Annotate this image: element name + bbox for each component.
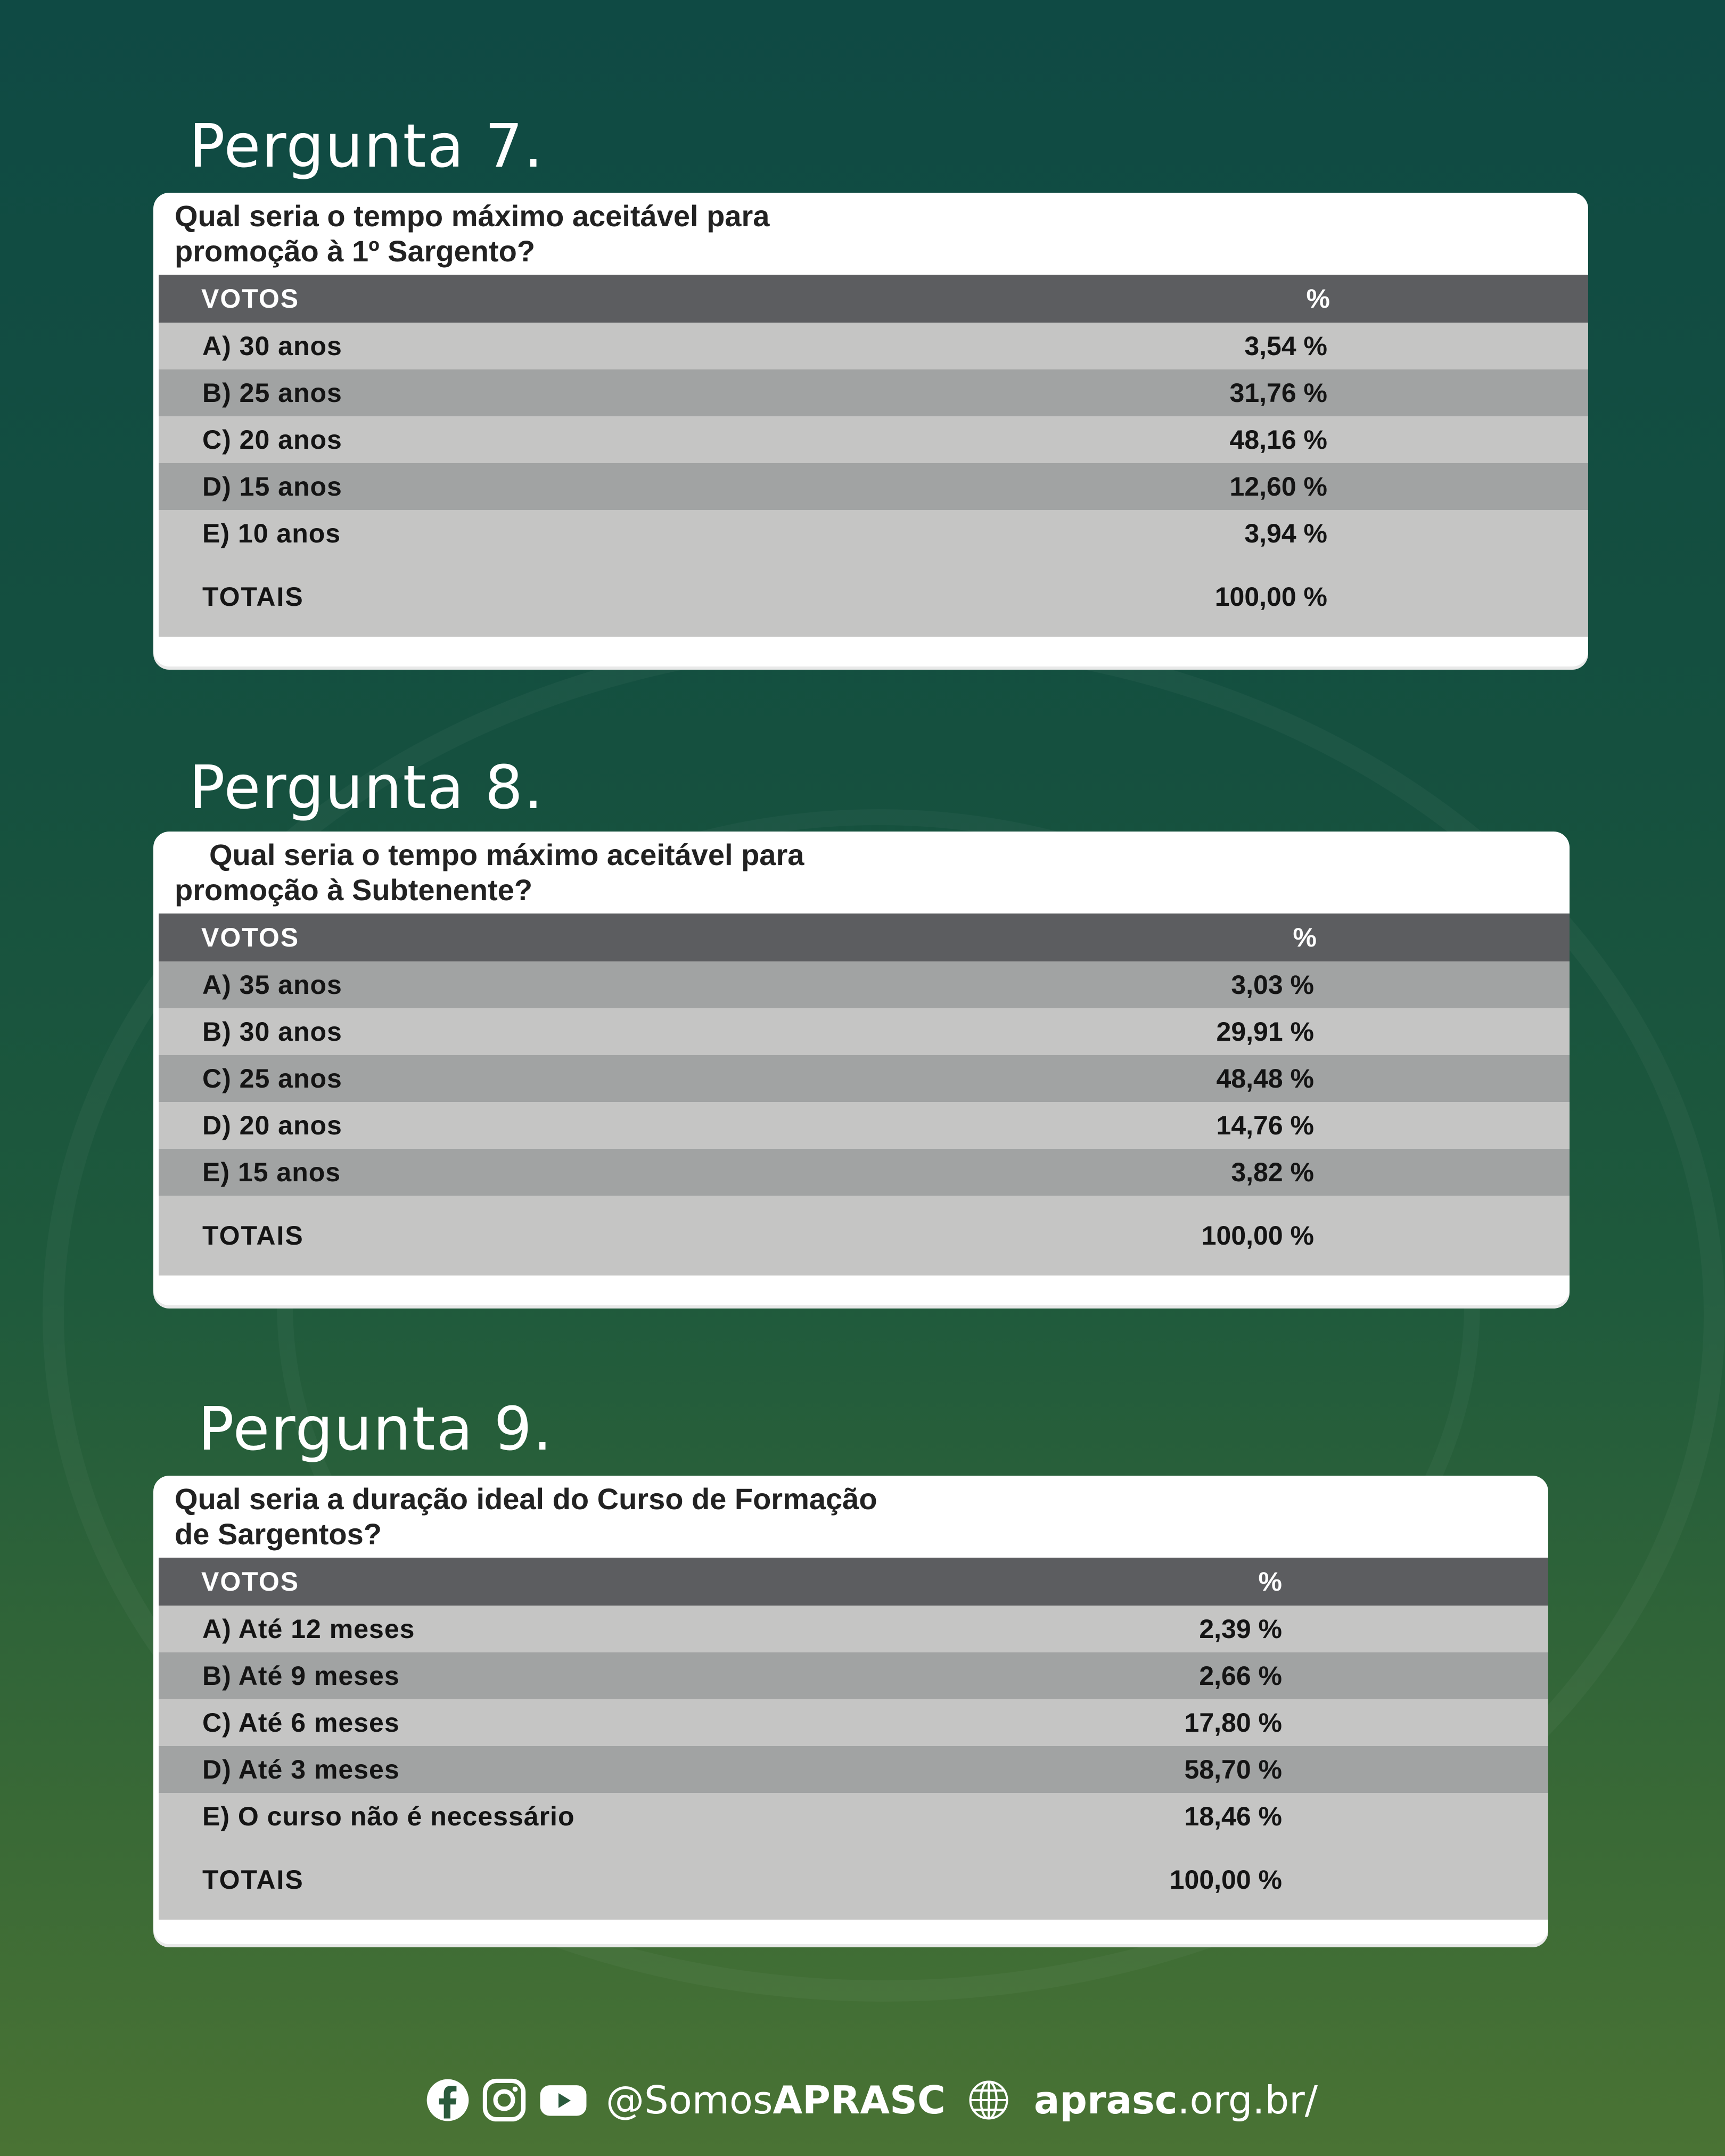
total-label: TOTAIS	[202, 1221, 304, 1250]
table-body	[159, 961, 1570, 1276]
social-handle[interactable]	[606, 2078, 946, 2122]
row-label: D) 15 anos	[202, 472, 342, 501]
table-row	[159, 510, 1588, 557]
table-header	[159, 1558, 1548, 1606]
table-row	[159, 463, 1588, 510]
row-label: B) 30 anos	[202, 1017, 342, 1047]
row-label: A) 35 anos	[202, 970, 342, 1000]
table-header	[159, 275, 1588, 323]
row-label: B) 25 anos	[202, 378, 342, 408]
youtube-icon[interactable]	[539, 2078, 588, 2122]
question-9-line2: de Sargentos?	[175, 1517, 382, 1551]
table-row	[159, 1746, 1548, 1793]
row-value: 14,76 %	[1216, 1110, 1314, 1140]
question-8-text	[153, 832, 1570, 914]
header-votes: VOTOS	[201, 284, 300, 314]
facebook-icon[interactable]	[426, 2078, 470, 2122]
row-value: 58,70 %	[1184, 1755, 1282, 1784]
row-label: C) 25 anos	[202, 1064, 342, 1093]
globe-icon	[967, 2078, 1011, 2122]
table-row	[159, 416, 1588, 463]
row-label: D) Até 3 meses	[202, 1755, 400, 1784]
table-row	[159, 323, 1588, 369]
row-label: E) O curso não é necessário	[202, 1801, 575, 1831]
table-row	[159, 961, 1570, 1008]
row-value: 3,54 %	[1244, 331, 1327, 361]
table-body	[159, 1606, 1548, 1920]
row-label: E) 10 anos	[202, 519, 341, 548]
total-label: TOTAIS	[202, 1865, 304, 1895]
handle-bold: APRASC	[773, 2078, 946, 2122]
table-row	[159, 1102, 1570, 1149]
footer	[426, 2071, 1318, 2129]
row-label: A) Até 12 meses	[202, 1614, 415, 1644]
table-row	[159, 1699, 1548, 1746]
row-value: 31,76 %	[1229, 378, 1327, 408]
question-7-line1: Qual seria o tempo máximo aceitável para	[175, 199, 770, 233]
total-label: TOTAIS	[202, 582, 304, 612]
table-row	[159, 1008, 1570, 1055]
question-9-title: Pergunta 9.	[198, 1395, 553, 1464]
row-value: 3,94 %	[1244, 519, 1327, 548]
header-votes: VOTOS	[201, 1567, 300, 1597]
table-row	[159, 369, 1588, 416]
row-label: A) 30 anos	[202, 331, 342, 361]
table-body	[159, 323, 1588, 637]
table-row	[159, 1149, 1570, 1196]
site-bold: aprasc	[1033, 2078, 1178, 2122]
question-7-card	[153, 193, 1588, 666]
handle-prefix: @Somos	[606, 2078, 773, 2122]
table-total-row	[159, 557, 1588, 637]
total-value: 100,00 %	[1169, 1865, 1282, 1895]
total-value: 100,00 %	[1201, 1221, 1314, 1250]
table-row	[159, 1606, 1548, 1652]
question-8-title: Pergunta 8.	[189, 753, 544, 822]
row-value: 17,80 %	[1184, 1708, 1282, 1738]
table-total-row	[159, 1196, 1570, 1276]
header-percent: %	[1306, 284, 1330, 314]
total-value: 100,00 %	[1214, 582, 1327, 612]
question-8-line1: Qual seria o tempo máximo aceitável para	[209, 838, 804, 871]
row-value: 48,16 %	[1229, 425, 1327, 455]
row-value: 3,03 %	[1231, 970, 1314, 1000]
row-label: B) Até 9 meses	[202, 1661, 400, 1691]
question-8-line2: promoção à Subtenente?	[175, 873, 533, 907]
row-value: 3,82 %	[1231, 1157, 1314, 1187]
row-value: 12,60 %	[1229, 472, 1327, 501]
header-votes: VOTOS	[201, 923, 300, 952]
row-label: C) 20 anos	[202, 425, 342, 455]
row-label: D) 20 anos	[202, 1110, 342, 1140]
header-percent: %	[1293, 923, 1317, 952]
instagram-icon[interactable]	[482, 2078, 526, 2122]
question-9-text	[153, 1476, 1548, 1558]
header-percent: %	[1258, 1567, 1282, 1597]
row-value: 29,91 %	[1216, 1017, 1314, 1047]
row-label: C) Até 6 meses	[202, 1708, 400, 1738]
table-header	[159, 914, 1570, 961]
question-7-title: Pergunta 7.	[189, 112, 544, 181]
question-9-card	[153, 1476, 1548, 1944]
row-value: 18,46 %	[1184, 1801, 1282, 1831]
table-total-row	[159, 1840, 1548, 1920]
row-value: 48,48 %	[1216, 1064, 1314, 1093]
table-row	[159, 1055, 1570, 1102]
row-value: 2,66 %	[1199, 1661, 1282, 1691]
table-row	[159, 1793, 1548, 1840]
row-value: 2,39 %	[1199, 1614, 1282, 1644]
row-label: E) 15 anos	[202, 1157, 341, 1187]
table-row	[159, 1652, 1548, 1699]
question-8-card	[153, 832, 1570, 1305]
website-link[interactable]	[1034, 2078, 1318, 2122]
question-9-line1: Qual seria a duração ideal do Curso de Formação	[175, 1482, 877, 1516]
question-7-text	[153, 193, 1588, 275]
site-rest: .org.br/	[1177, 2078, 1318, 2122]
question-7-line2: promoção à 1º Sargento?	[175, 234, 536, 268]
